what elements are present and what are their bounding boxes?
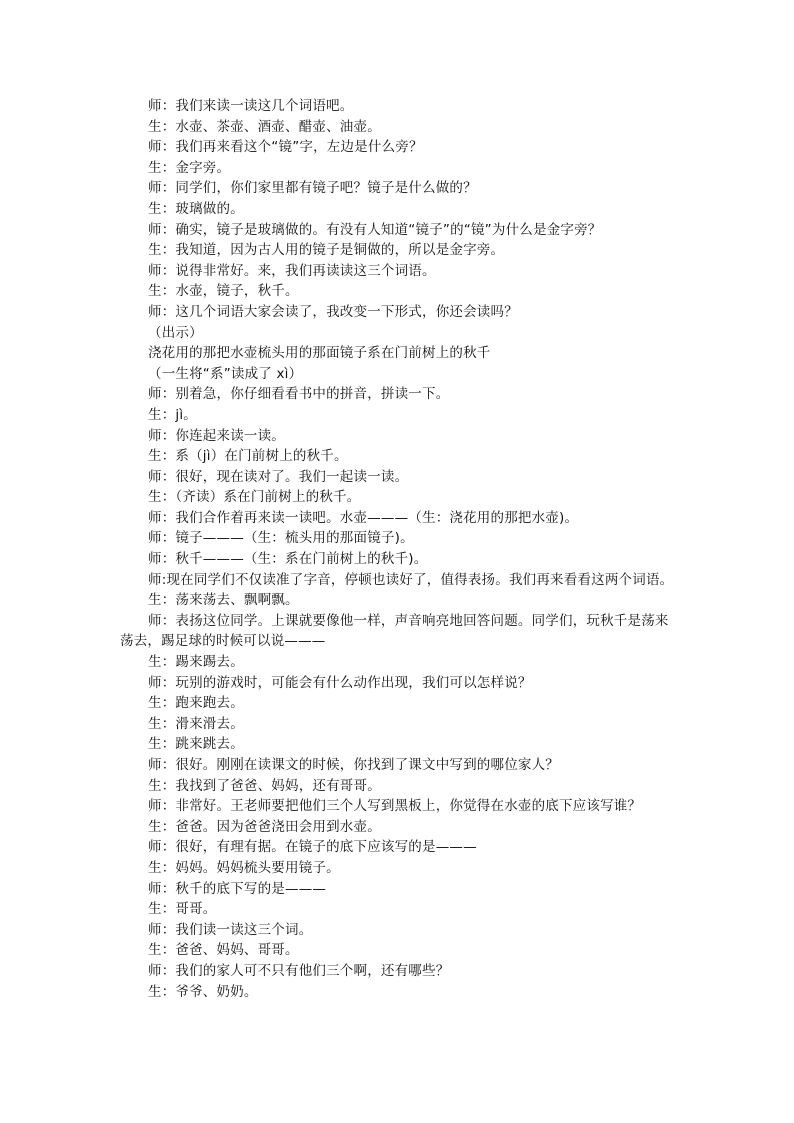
transcript-line: 浇花用的那把水壶梳头用的那面镜子系在门前树上的秋千	[148, 345, 491, 362]
transcript-line: 生：金字旁。	[148, 159, 231, 176]
transcript-line: 生：爸爸、妈妈、哥哥。	[148, 942, 299, 959]
transcript-line: 荡去，踢足球的时候可以说———	[120, 633, 326, 650]
transcript-line: 师：确实，镜子是玻璃做的。有没有人知道“镜子”的“镜”为什么是金字旁？	[148, 221, 602, 238]
transcript-line: 师：我们读一读这三个词。	[148, 921, 313, 938]
transcript-line: 师：同学们，你们家里都有镜子吧？镜子是什么做的？	[148, 180, 477, 197]
transcript-body	[120, 96, 680, 1002]
transcript-line: 师：秋千的底下写的是———	[148, 880, 327, 897]
transcript-line: 师：很好，有理有据。在镜子的底下应该写的是———	[148, 839, 477, 856]
transcript-line: 生：跑来跑去。	[148, 695, 244, 712]
transcript-line: 师：这几个词语大家会读了，我改变一下形式，你还会读吗？	[148, 303, 518, 320]
transcript-line: 生：水壶，镜子，秋千。	[148, 283, 299, 300]
transcript-line: 生：滑来滑去。	[148, 715, 244, 732]
transcript-line: 师：说得非常好。来，我们再读读这三个词语。	[148, 262, 436, 279]
transcript-line: 师：玩别的游戏时，可能会有什么动作出现，我们可以怎样说？	[148, 674, 532, 691]
transcript-line: 生：哥哥。	[148, 901, 217, 918]
transcript-line: 师：很好，现在读对了。我们一起读一读。	[148, 468, 409, 485]
transcript-line: （出示）	[148, 324, 203, 341]
transcript-line: 生：我找到了爸爸、妈妈，还有哥哥。	[148, 777, 381, 794]
transcript-line: 生：爸爸。因为爸爸浇田会用到水壶。	[148, 818, 381, 835]
transcript-line: 师：别着急，你仔细看看书中的拼音，拼读一下。	[148, 386, 450, 403]
transcript-line: 师：非常好。王老师要把他们三个人写到黑板上，你觉得在水壶的底下应该写谁？	[148, 798, 642, 815]
transcript-line: 师：我们来读一读这几个词语吧。	[148, 98, 354, 114]
transcript-line: 生：水壶、茶壶、酒壶、醋壶、油壶。	[148, 118, 381, 135]
transcript-line: 生：踢来踢去。	[148, 654, 244, 671]
transcript-line: 师：我们再来看这个“镜”字，左边是什么旁？	[148, 139, 423, 156]
transcript-line: 生：玻璃做的。	[148, 200, 244, 217]
transcript-line: 生：爷爷、奶奶。	[148, 983, 258, 1000]
transcript-line: 师：我们的家人可不只有他们三个啊，还有哪些？	[148, 962, 450, 979]
transcript-line: 生：荡来荡去、飘啊飘。	[148, 592, 299, 609]
transcript-line: 师：镜子———（生：梳头用的那面镜子)。	[148, 530, 414, 547]
transcript-line: 生：（齐读）系在门前树上的秋千。	[148, 489, 361, 506]
transcript-line: 师：表扬这位同学。上课就要像他一样，声音响亮地回答问题。同学们，玩秋千是荡来	[148, 612, 669, 629]
transcript-line: 生：我知道，因为古人用的镜子是铜做的，所以是金字旁。	[148, 242, 505, 259]
transcript-line: 师：我们合作着再来读一读吧。水壶———（生：浇花用的那把水壶)。	[148, 509, 579, 526]
transcript-line: 生：jì。	[148, 406, 198, 423]
transcript-line: 师:现在同学们不仅读准了字音，停顿也读好了，值得表扬。我们再来看看这两个词语。	[148, 571, 674, 588]
transcript-line: 师：你连起来读一读。	[148, 427, 285, 444]
transcript-line: 师：秋千———（生：系在门前树上的秋千)。	[148, 551, 428, 568]
transcript-line: （一生将“系”读成了 xì）	[148, 365, 303, 382]
transcript-line: 生：妈妈。妈妈梳头要用镜子。	[148, 859, 340, 876]
transcript-line: 师：很好。刚刚在读课文的时候，你找到了课文中写到的哪位家人？	[148, 757, 559, 773]
transcript-line: 生：系（jì）在门前树上的秋千。	[148, 448, 348, 465]
transcript-line: 生：跳来跳去。	[148, 736, 244, 753]
